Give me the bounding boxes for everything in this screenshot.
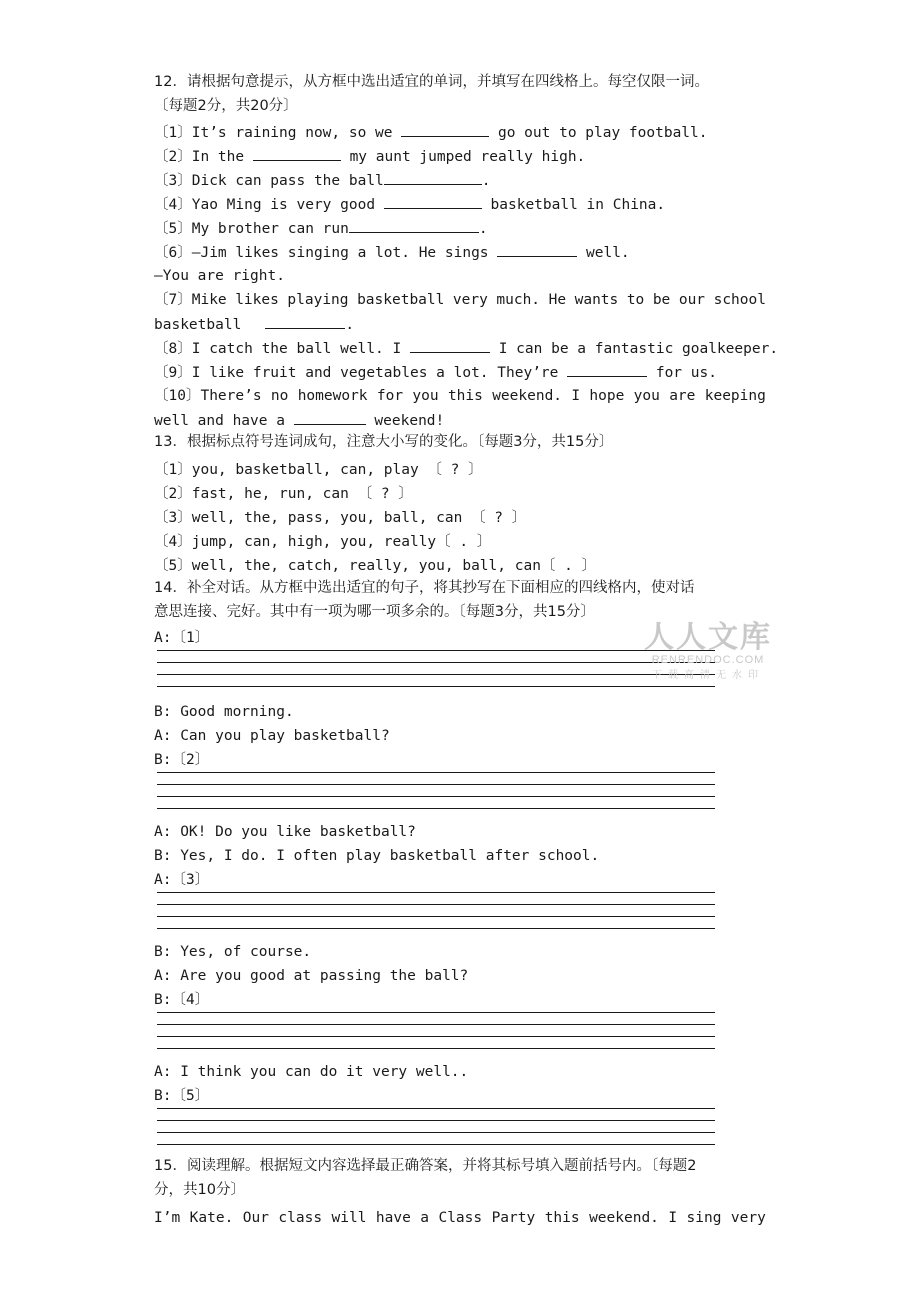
q12-item-1: 〔1〕It’s raining now, so we go out to play football. [154,122,708,142]
watermark-logo [644,622,772,681]
q12-item-10-line2: well and have a weekend! [154,410,444,430]
dialogue-line: B:〔4〕 [154,992,210,1008]
q15-title-line2: 分，共10分〕 [154,1182,245,1198]
dialogue-line: A: Can you play basketball? [154,728,390,744]
q12-item-4: 〔4〕Yao Ming is very good basketball in China. [154,194,665,214]
q12-item-3: 〔3〕Dick can pass the ball . [154,170,491,190]
answer-blank[interactable] [294,410,366,425]
q13-item-2: 〔2〕fast, he, run, can 〔 ? 〕 [154,486,413,502]
watermark-domain: RENRENDOC.COM [651,654,765,666]
answer-blank[interactable] [567,362,647,377]
q13-item-5: 〔5〕well, the, catch, really, you, ball, can〔 . 〕 [154,558,597,574]
dialogue-line: A: OK! Do you like basketball? [154,824,416,840]
answer-blank[interactable] [410,338,490,353]
dialogue-line: B: Yes, of course. [154,944,312,960]
q15-passage-line1: I’m Kate. Our class will have a Class Party this weekend. I sing very [154,1210,766,1226]
watermark-tagline: 下载高清无水印 [652,670,764,681]
q14-title-line1: 14．补全对话。从方框中选出适宜的句子，将其抄写在下面相应的四线格内，使对话 [154,580,695,596]
four-line-grid[interactable] [157,772,715,820]
q15-title-line1: 15．阅读理解。根据短文内容选择最正确答案，并将其标号填入题前括号内。〔每题2 [154,1158,697,1174]
answer-blank[interactable] [497,242,577,257]
q13-item-1: 〔1〕you, basketball, can, play 〔 ? 〕 [154,462,483,478]
q12-item-5: 〔5〕My brother can run . [154,218,488,238]
q12-item-9: 〔9〕I like fruit and vegetables a lot. They’re for us. [154,362,717,382]
q13-title: 13．根据标点符号连词成句，注意大小写的变化。〔每题3分，共15分〕 [154,434,614,450]
q12-item-7-line2: basketball . [154,314,354,334]
answer-blank[interactable] [384,194,482,209]
dialogue-line: A:〔1〕 [154,630,210,646]
q12-item-10-line1: 〔10〕There’s no homework for you this weekend. I hope you are keeping [154,388,766,404]
four-line-grid[interactable] [157,1108,715,1156]
q13-item-3: 〔3〕well, the, pass, you, ball, can 〔 ? 〕 [154,510,527,526]
q12-item-8: 〔8〕I catch the ball well. I I can be a fantastic goalkeeper. [154,338,778,358]
dialogue-line: B:〔2〕 [154,752,210,768]
dialogue-line: A:〔3〕 [154,872,210,888]
answer-blank[interactable] [401,122,489,137]
four-line-grid[interactable] [157,892,715,940]
dialogue-line: B: Good morning. [154,704,294,720]
dialogue-line: B: Yes, I do. I often play basketball after school. [154,848,600,864]
four-line-grid[interactable] [157,650,715,698]
answer-blank[interactable] [253,146,341,161]
q12-item-2: 〔2〕In the my aunt jumped really high. [154,146,585,166]
dialogue-line: B:〔5〕 [154,1088,210,1104]
four-line-grid[interactable] [157,1012,715,1060]
q12-score: 〔每题2分，共20分〕 [154,98,298,114]
answer-blank[interactable] [265,314,345,329]
q14-title-line2: 意思连接、完好。其中有一项为哪一项多余的。〔每题3分，共15分〕 [154,604,595,620]
q13-item-4: 〔4〕jump, can, high, you, really〔 . 〕 [154,534,492,550]
q12-item-7-line1: 〔7〕Mike likes playing basketball very much. He wants to be our school [154,292,766,308]
q12-item-6-reply: —You are right. [154,268,285,284]
answer-blank[interactable] [349,218,479,233]
dialogue-line: A: Are you good at passing the ball? [154,968,469,984]
q12-title: 12．请根据句意提示，从方框中选出适宜的单词，并填写在四线格上。每空仅限一词。 [154,74,709,90]
q12-item-6: 〔6〕—Jim likes singing a lot. He sings well. [154,242,630,262]
dialogue-line: A: I think you can do it very well.. [154,1064,469,1080]
watermark-title: 人人文库 [644,620,772,655]
answer-blank[interactable] [384,170,482,185]
